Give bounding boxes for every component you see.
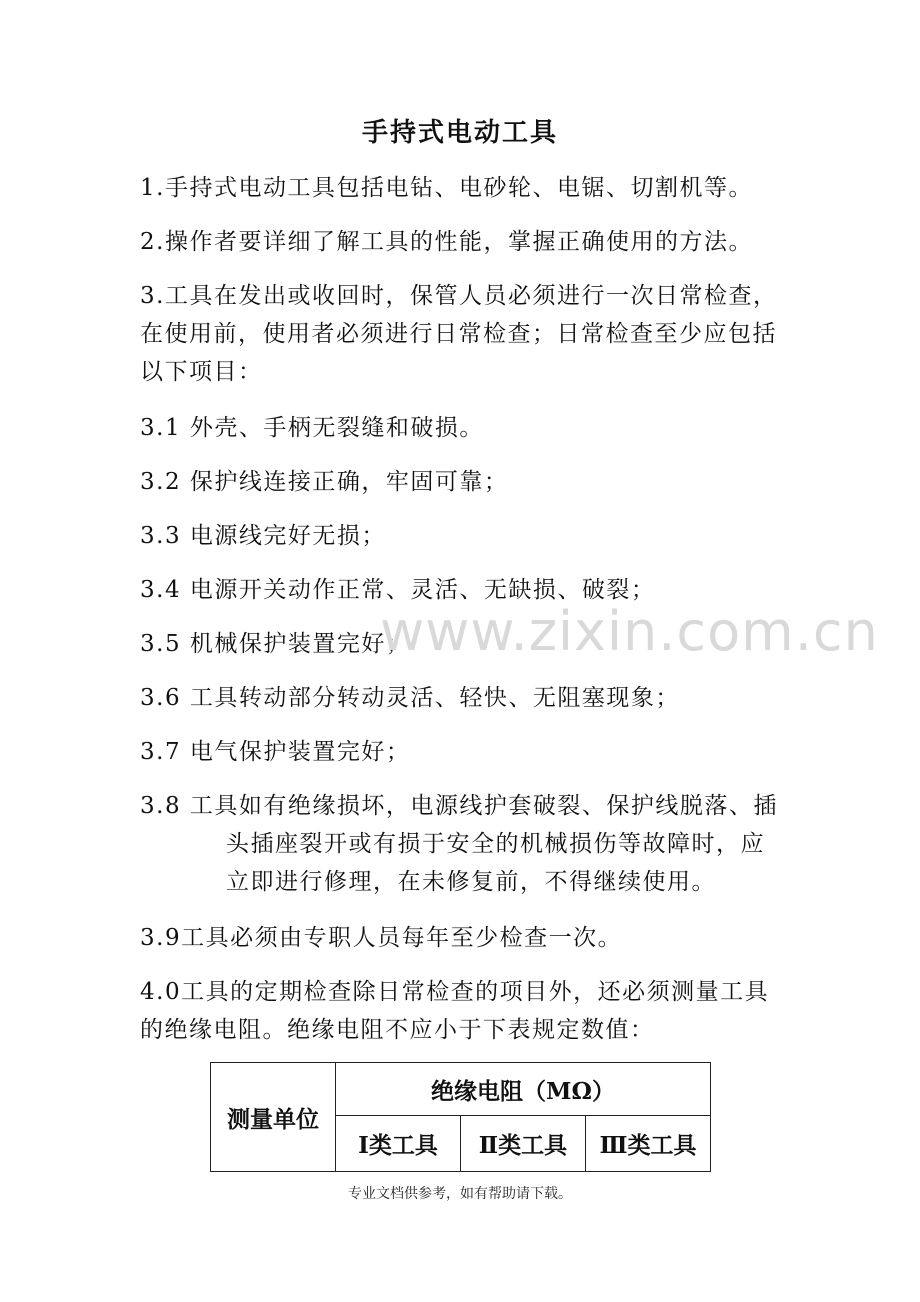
document-title: 手持式电动工具	[361, 118, 558, 148]
paragraph-3-line-3: 以下项目：	[140, 359, 263, 385]
paragraph-3-3: 3.3 电源线完好无损；	[140, 523, 386, 549]
paragraph-3-2: 3.2 保护线连接正确，牢固可靠；	[140, 469, 509, 495]
paragraph-3-4: 3.4 电源开关动作正常、灵活、无缺损、破裂；	[140, 577, 656, 603]
paragraph-3-9: 3.9工具必须由专职人员每年至少检查一次。	[140, 925, 623, 951]
watermark: www.zixin.com.cn	[380, 600, 879, 663]
paragraph-4-0	[140, 974, 800, 1050]
paragraph-3	[140, 278, 800, 392]
paragraph-4-0-line-2: 的绝缘电阻。绝缘电阻不应小于下表规定数值：	[140, 1017, 655, 1043]
page-footer: 专业文档供参考，如有帮助请下载。	[348, 1186, 572, 1202]
table-row	[211, 1063, 711, 1116]
paragraph-3-7: 3.7 电气保护装置完好；	[140, 739, 411, 765]
paragraph-3-8-line-2: 头插座裂开或有损于安全的机械损伤等故障时，应	[226, 831, 765, 857]
paragraph-3-line-2: 在使用前，使用者必须进行日常检查；日常检查至少应包括	[140, 321, 777, 347]
insulation-table	[210, 1062, 711, 1172]
paragraph-4-0-line-1: 4.0工具的定期检查除日常检查的项目外，还必须测量工具	[140, 979, 770, 1005]
paragraph-3-8-line-3: 立即进行修理，在未修复前，不得继续使用。	[226, 869, 716, 895]
paragraph-3-8-line-1: 3.8 工具如有绝缘损坏，电源线护套破裂、保护线脱落、插	[140, 793, 778, 819]
header-class-3-tool: Ⅲ类工具	[586, 1116, 711, 1172]
paragraph-3-8	[140, 788, 800, 902]
header-class-1-tool: Ⅰ类工具	[336, 1116, 461, 1172]
paragraph-2: 2.操作者要详细了解工具的性能，掌握正确使用的方法。	[140, 229, 753, 255]
header-insulation-resistance: 绝缘电阻（MΩ）	[336, 1063, 711, 1116]
paragraph-1: 1.手持式电动工具包括电钻、电砂轮、电锯、切割机等。	[140, 175, 753, 201]
paragraph-3-line-1: 3.工具在发出或收回时，保管人员必须进行一次日常检查，	[140, 283, 778, 309]
header-class-2-tool: Ⅱ类工具	[461, 1116, 586, 1172]
paragraph-3-6: 3.6 工具转动部分转动灵活、轻快、无阻塞现象；	[140, 685, 680, 711]
paragraph-3-5: 3.5 机械保护装置完好；	[140, 631, 411, 657]
paragraph-3-1: 3.1 外壳、手柄无裂缝和破损。	[140, 415, 484, 441]
header-measurement-unit: 测量单位	[211, 1063, 336, 1172]
